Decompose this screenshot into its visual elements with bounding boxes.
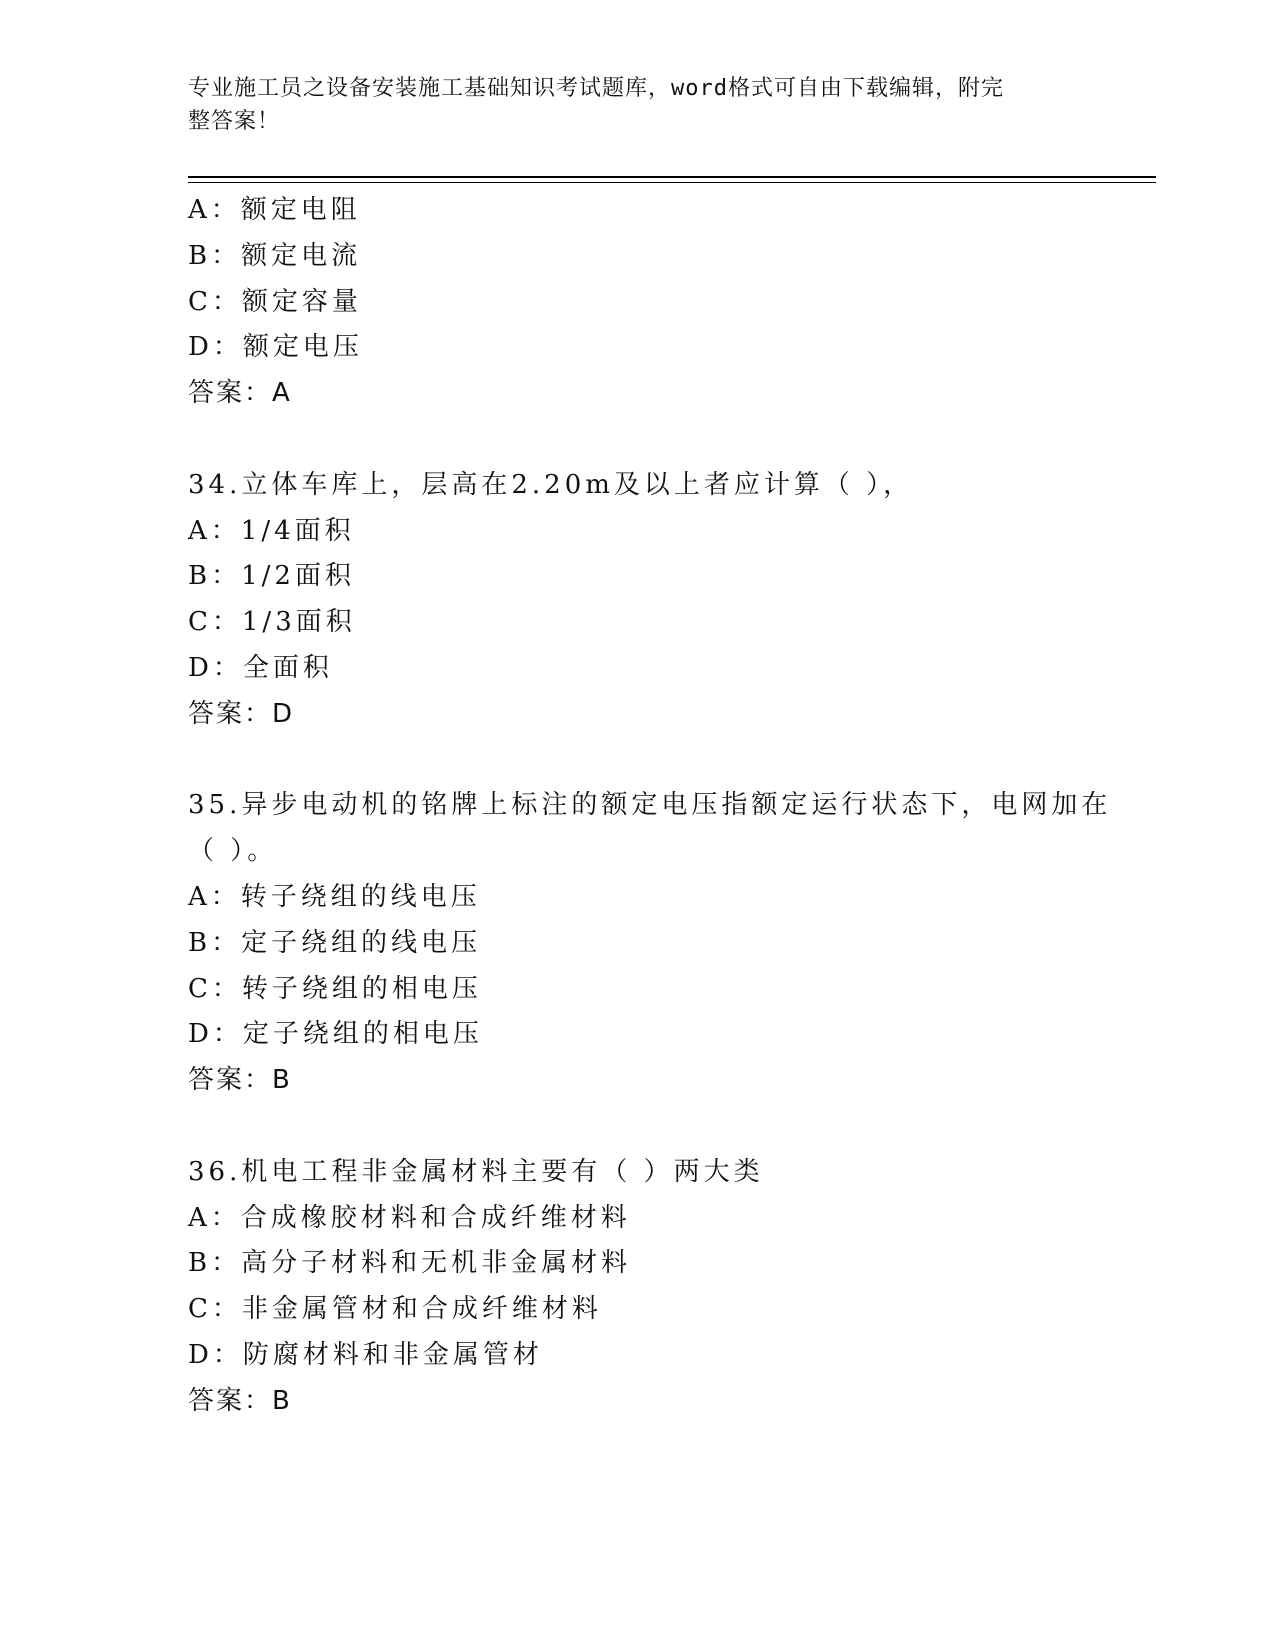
header-line-1: 专业施工员之设备安装施工基础知识考试题库，word格式可自由下载编辑，附完 (188, 76, 1004, 101)
question-text-line-1: 35.异步电动机的铭牌上标注的额定电压指额定运行状态下，电网加在 (188, 790, 1112, 821)
answer-line: 答案：B (188, 1385, 292, 1416)
option-c: C：1/3面积 (188, 607, 356, 638)
option-d: D：防腐材料和非金属管材 (188, 1339, 543, 1370)
question-text: 34.立体车库上，层高在2.20m及以上者应计算（ ）， (188, 469, 914, 500)
option-d: D：定子绕组的相电压 (188, 1019, 483, 1050)
question-list (188, 188, 1148, 1425)
header-divider-thin (188, 182, 1156, 183)
question-spacer (188, 738, 1148, 784)
option-b: B：额定电流 (188, 240, 362, 271)
option-b: B：1/2面积 (188, 561, 355, 592)
question-text: 36.机电工程非金属材料主要有（ ）两大类 (188, 1156, 764, 1187)
option-d: D：额定电压 (188, 332, 363, 363)
document-header (188, 72, 1068, 138)
option-c: C：转子绕组的相电压 (188, 973, 482, 1004)
option-c: C：额定容量 (188, 286, 362, 317)
question-spacer (188, 417, 1148, 463)
header-divider-thick (188, 176, 1156, 178)
header-line-2: 整答案！ (188, 109, 281, 134)
option-d: D：全面积 (188, 652, 333, 683)
question-34 (188, 463, 1148, 738)
question-text-line-2: （ ）。 (188, 836, 278, 867)
question-33 (188, 188, 1148, 417)
answer-line: 答案：A (188, 378, 292, 409)
answer-line: 答案：D (188, 698, 295, 729)
question-36 (188, 1150, 1148, 1425)
option-a: A：转子绕组的线电压 (188, 881, 481, 912)
answer-line: 答案：B (188, 1065, 292, 1096)
option-a: A：1/4面积 (188, 515, 355, 546)
option-a: A：额定电阻 (188, 195, 361, 225)
question-35 (188, 783, 1148, 1104)
option-c: C：非金属管材和合成纤维材料 (188, 1294, 602, 1325)
option-a: A：合成橡胶材料和合成纤维材料 (188, 1202, 631, 1233)
option-b: B：高分子材料和无机非金属材料 (188, 1248, 632, 1279)
question-spacer (188, 1104, 1148, 1150)
option-b: B：定子绕组的线电压 (188, 927, 482, 958)
